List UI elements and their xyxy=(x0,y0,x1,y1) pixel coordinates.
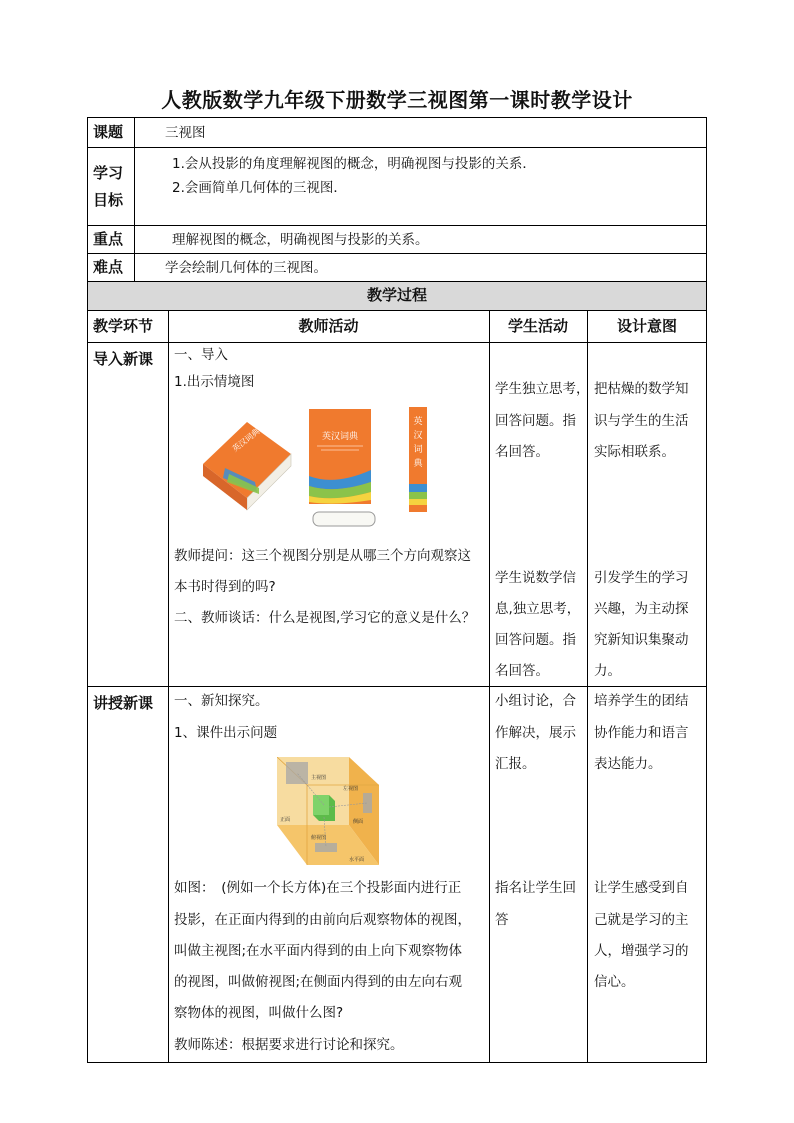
focus-value: 理解视图的概念，明确视图与投影的关系。 xyxy=(172,232,429,248)
page-title: 人教版数学九年级下册数学三视图第一课时教学设计 xyxy=(161,88,633,112)
svg-text:汉: 汉 xyxy=(413,431,423,441)
intro-student-2: 回答问题。指 xyxy=(495,413,576,429)
lesson-line-2: 1、课件出示问题 xyxy=(174,725,278,741)
stage-new-lesson: 讲授新课 xyxy=(93,694,154,712)
lesson-student-b2: 答 xyxy=(495,912,509,928)
intro-question-3: 二、教师谈话：什么是视图,学习它的意义是什么？ xyxy=(174,610,476,626)
dictionary-views-figure xyxy=(195,402,445,542)
book-perspective xyxy=(203,422,291,510)
col-header-intent: 设计意图 xyxy=(616,317,677,335)
lesson-student-b1: 指名让学生回 xyxy=(495,880,576,896)
book-bottom-view xyxy=(313,512,375,526)
lesson-para-5: 察物体的视图，叫做什么图? xyxy=(174,1005,344,1021)
intro-student-b1: 学生说数学信 xyxy=(495,570,576,586)
goal-item-1: 1.会从投影的角度理解视图的概念，明确视图与投影的关系． xyxy=(172,156,536,172)
intro-line-1: 一、导入 xyxy=(174,347,228,363)
intro-student-b3: 回答问题。指 xyxy=(495,632,576,648)
lesson-student-2: 作解决，展示 xyxy=(495,725,576,741)
svg-text:侧面: 侧面 xyxy=(353,819,364,825)
svg-text:左视图: 左视图 xyxy=(343,786,359,792)
intro-question-1: 教师提问：这三个视图分别是从哪三个方向观察这 xyxy=(174,548,471,564)
book-front-view xyxy=(309,409,371,504)
process-header: 教学过程 xyxy=(366,286,427,304)
svg-text:俯视图: 俯视图 xyxy=(311,835,327,841)
lesson-intent-1: 培养学生的团结 xyxy=(594,693,689,709)
col-header-student: 学生活动 xyxy=(507,317,568,335)
intro-student-b4: 名回答。 xyxy=(495,663,549,679)
goal-item-2: 2.会画简单几何体的三视图． xyxy=(172,180,347,196)
focus-label: 重点 xyxy=(93,230,124,248)
svg-text:水平面: 水平面 xyxy=(349,857,365,863)
intro-student-3: 名回答。 xyxy=(495,444,549,460)
goals-label-1: 学习 xyxy=(93,164,124,182)
svg-text:典: 典 xyxy=(413,459,423,469)
intro-intent-b1: 引发学生的学习 xyxy=(594,570,689,586)
goals-label-2: 目标 xyxy=(93,191,124,209)
lesson-intent-3: 表达能力。 xyxy=(594,756,662,772)
lesson-para-1: 如图： (例如一个长方体)在三个投影面内进行正 xyxy=(174,880,462,896)
lesson-intent-2: 协作能力和语言 xyxy=(594,725,689,741)
intro-intent-b3: 究新知识集聚动 xyxy=(594,632,689,648)
book-side-view xyxy=(409,407,427,512)
intro-student-1: 学生独立思考， xyxy=(495,381,590,397)
intro-question-2: 本书时得到的吗? xyxy=(174,579,276,595)
svg-text:词: 词 xyxy=(413,445,423,455)
difficulty-value: 学会绘制几何体的三视图。 xyxy=(165,260,327,276)
difficulty-label: 难点 xyxy=(93,258,124,276)
intro-line-2: 1.出示情境图 xyxy=(174,374,255,390)
lesson-student-3: 汇报。 xyxy=(495,756,536,772)
col-header-teacher: 教师活动 xyxy=(298,317,359,335)
lesson-line-1: 一、新知探究。 xyxy=(174,693,269,709)
svg-text:英汉词典: 英汉词典 xyxy=(321,432,359,442)
stage-intro: 导入新课 xyxy=(93,350,154,368)
projection-cube-figure xyxy=(277,757,379,865)
svg-text:英汉词典: 英汉词典 xyxy=(230,426,262,454)
intro-intent-b2: 兴趣，为主动探 xyxy=(594,601,689,617)
lesson-intent-b4: 信心。 xyxy=(594,974,635,990)
lesson-para-3: 叫做主视图;在水平面内得到的由上向下观察物体 xyxy=(174,943,463,959)
intro-intent-3: 实际相联系。 xyxy=(594,444,675,460)
lesson-para-4: 的视图，叫做俯视图;在侧面内得到的由左向右观 xyxy=(174,974,463,990)
lesson-para-6: 教师陈述：根据要求进行讨论和探究。 xyxy=(174,1037,404,1053)
intro-student-b2: 息,独立思考， xyxy=(495,601,581,617)
lesson-intent-b3: 人，增强学习的 xyxy=(594,943,689,959)
svg-text:英: 英 xyxy=(413,417,423,427)
intro-intent-b4: 力。 xyxy=(594,663,621,679)
intro-intent-1: 把枯燥的数学知 xyxy=(594,381,689,397)
intro-intent-2: 识与学生的生活 xyxy=(594,413,689,429)
topic-value: 三视图 xyxy=(165,125,206,141)
lesson-student-1: 小组讨论，合 xyxy=(495,693,576,709)
col-header-stage: 教学环节 xyxy=(93,317,154,335)
lesson-para-2: 投影，在正面内得到的由前向后观察物体的视图， xyxy=(174,912,471,928)
topic-label: 课题 xyxy=(93,123,124,141)
lesson-intent-b1: 让学生感受到自 xyxy=(594,880,689,896)
svg-text:正面: 正面 xyxy=(280,817,291,823)
svg-text:主视图: 主视图 xyxy=(311,775,327,781)
lesson-intent-b2: 己就是学习的主 xyxy=(594,912,689,928)
